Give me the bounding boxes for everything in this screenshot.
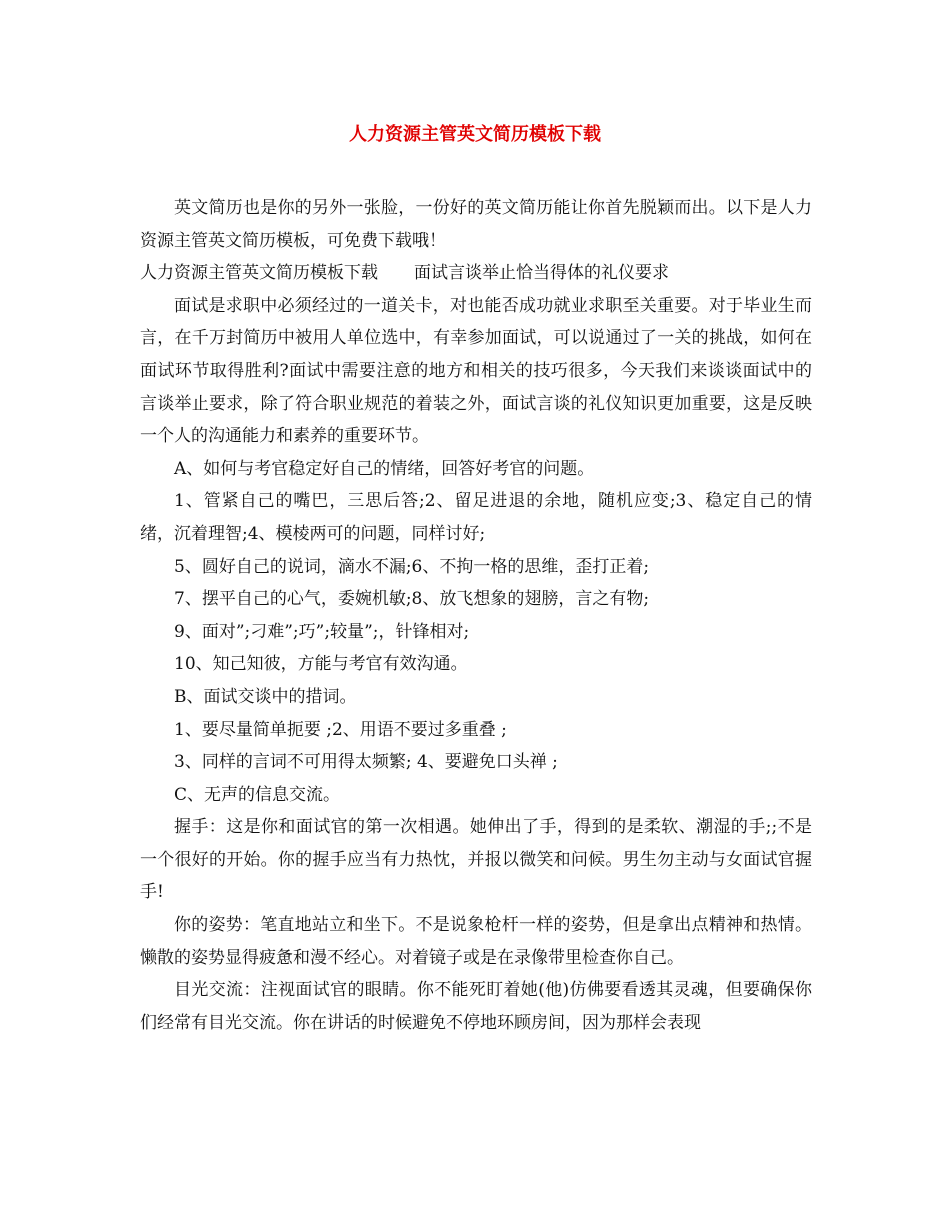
paragraph-tip-10: 10、知己知彼，方能与考官有效沟通。 — [174, 654, 468, 675]
paragraph-section-c: C、无声的信息交流。 — [174, 784, 341, 805]
paragraph-tips-1-4: 1、管紧自己的嘴巴，三思后答;2、留足进退的余地，随机应变;3、稳定自己的情绪，沉着理智;4、模棱两可的问题，同样讨好; — [140, 491, 812, 544]
subheading-line — [140, 257, 812, 290]
paragraph-section-b: B、面试交谈中的措词。 — [174, 686, 357, 707]
document-title: 人力资源主管英文简历模板下载 — [349, 124, 601, 145]
paragraph-tips-7-8: 7、摆平自己的心气，委婉机敏;8、放飞想象的翅膀，言之有物; — [174, 589, 650, 610]
subheading-left: 人力资源主管英文简历模板下载 — [140, 263, 378, 284]
document-body — [140, 192, 812, 1039]
paragraph-intro: 英文简历也是你的另外一张脸，一份好的英文简历能让你首先脱颖而出。以下是人力资源主管英文简历模板，可免费下载哦！ — [140, 198, 812, 251]
subheading-right: 面试言谈举止恰当得体的礼仪要求 — [414, 263, 669, 284]
paragraph-handshake: 握手：这是你和面试官的第一次相遇。她伸出了手，得到的是柔软、潮湿的手;;不是一个很好的开始。你的握手应当有力热忱，并报以微笑和问候。男生勿主动与女面试官握手! — [140, 817, 812, 903]
paragraph-eye-contact: 目光交流：注视面试官的眼睛。你不能死盯着她(他)仿佛要看透其灵魂，但要确保你们经常有目光交流。你在讲话的时候避免不停地环顾房间，因为那样会表现 — [140, 980, 812, 1033]
paragraph-interview: 面试是求职中必须经过的一道关卡，对也能否成功就业求职至关重要。对于毕业生而言，在千万封简历中被用人单位选中，有幸参加面试，可以说通过了一关的挑战，如何在面试环节取得胜利?面试中需要注意的地方和相关的技巧很多，今天我们来谈谈面试中的言谈举止要求，除了符合职业规范的着装之外，面试言谈的礼仪知识更加重要，这是反映一个人的沟通能力和素养的重要环节。 — [140, 295, 812, 447]
paragraph-tips-5-6: 5、圆好自己的说词，滴水不漏;6、不拘一格的思维，歪打正着; — [174, 556, 650, 577]
paragraph-wording-3-4: 3、同样的言词不可用得太频繁; 4、要避免口头禅 ; — [174, 752, 558, 773]
paragraph-tip-9: 9、面对”;刁难”;巧”;较量”;，针锋相对; — [174, 621, 470, 642]
paragraph-posture: 你的姿势：笔直地站立和坐下。不是说象枪杆一样的姿势，但是拿出点精神和热情。懒散的姿势显得疲惫和漫不经心。对着镜子或是在录像带里检查你自己。 — [140, 915, 812, 968]
paragraph-section-a: A、如何与考官稳定好自己的情绪，回答好考官的问题。 — [174, 458, 595, 479]
paragraph-wording-1-2: 1、要尽量简单扼要 ;2、用语不要过多重叠 ; — [174, 719, 507, 740]
